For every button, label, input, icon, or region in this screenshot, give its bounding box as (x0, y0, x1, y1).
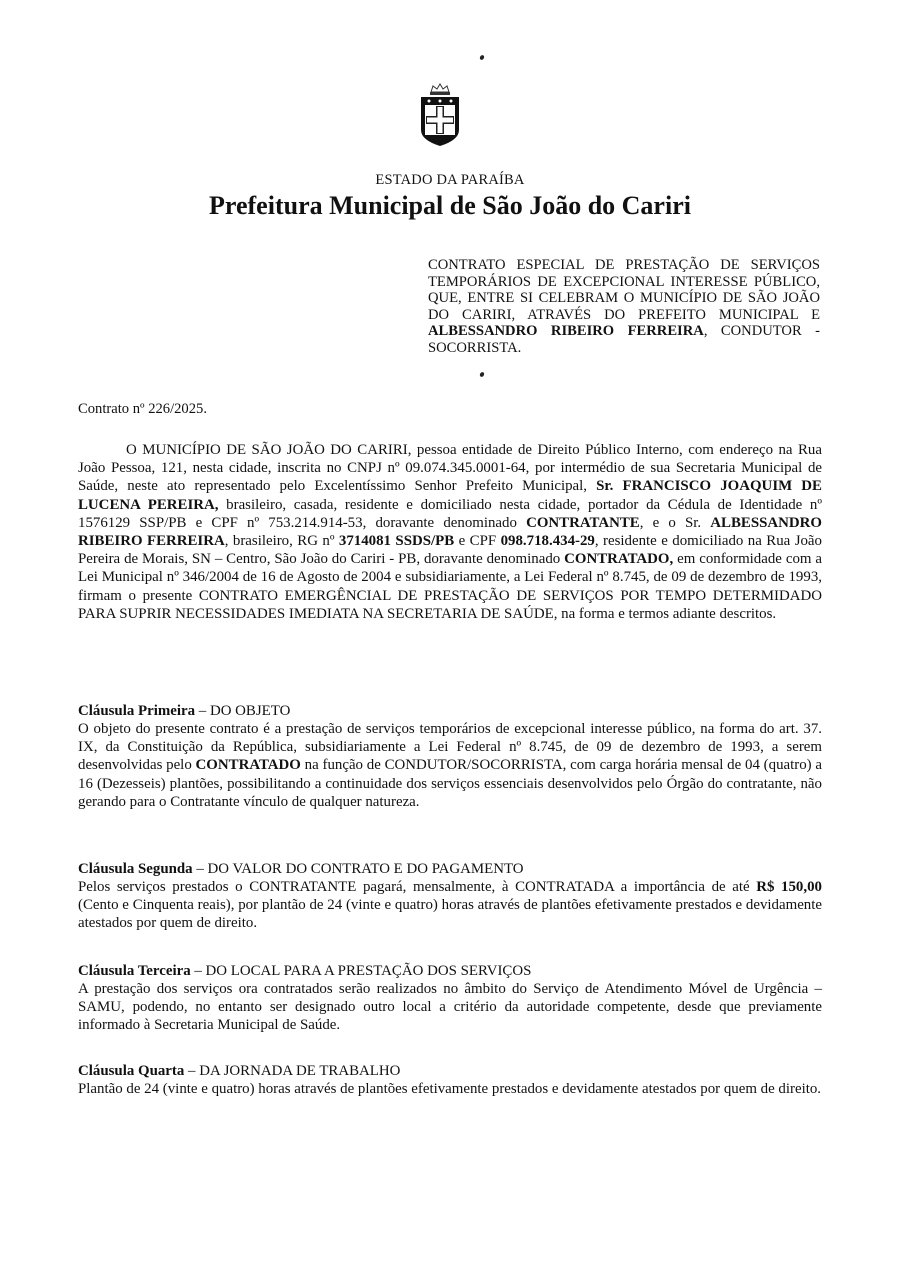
bold-text-segment: Cláusula Segunda (78, 861, 193, 877)
page-title: Prefeitura Municipal de São João do Cariri (209, 191, 691, 220)
clause-fourth-heading (78, 1062, 822, 1080)
text-segment: na função de CONDUTOR/SOCORRISTA, com carga horária mensal de 04 (quatro) a 16 (Dezesseis) plantões, possibilitando a continuidade dos serviços essenciais desenvolvidos pelo Órgão do contratante, não gerando para o Contratante vínculo de qualquer natureza. (78, 757, 822, 810)
text-segment: A prestação dos serviços ora contratados serão realizados no âmbito do Serviço de Atendimento Móvel de Urgência – SAMU, podendo, no entanto ser designado outro local a critério da autoridade competente, desde que previamente informado à Secretaria Municipal de Saúde. (78, 981, 822, 1034)
bold-text-segment: R$ 150,00 (756, 879, 822, 895)
bold-text-segment: Cláusula Primeira (78, 703, 196, 719)
bold-text-segment: Cláusula Terceira (78, 963, 191, 979)
contract-number: Contrato nº 226/2025. (78, 401, 207, 417)
clause-second-heading (78, 860, 822, 878)
bold-text-segment: CONTRATADO, (564, 551, 674, 568)
text-segment: brasileiro, casada, residente e domiciliado nesta cidade, portador da Cédula de Identidade nº 1576129 SSP/PB e CPF nº 753.214.914-53, doravante denominado (78, 496, 822, 531)
text-segment: , residente e domiciliado na Rua João Pereira de Morais, SN – Centro, São João do Cariri - PB, doravante denominado (78, 533, 822, 568)
preamble-paragraph (78, 441, 822, 623)
bold-text-segment: 3714081 SSDS/PB (338, 533, 455, 550)
clause-third-body (78, 980, 822, 1035)
bold-text-segment: CONTRATADO (195, 757, 301, 774)
text-segment: – DO OBJETO (195, 703, 291, 719)
text-segment: , CONDUTOR - SOCORRISTA. (428, 323, 820, 356)
text-segment: O MUNICÍPIO DE SÃO JOÃO DO CARIRI, pessoa entidade de Direito Público Interno, com endereço na Rua João Pessoa, 121, nesta cidade, inscrita no CNPJ nº 09.074.345.0001-64, por intermédio de sua Secretaria Municipal de Saúde, neste ato representado pelo Excelentíssimo Senhor Prefeito Municipal, (78, 442, 822, 495)
text-segment: – DA JORNADA DE TRABALHO (184, 1063, 401, 1079)
text-segment: CONTRATO ESPECIAL DE PRESTAÇÃO DE SERVIÇOS TEMPORÁRIOS DE EXCEPCIONAL INTERESSE PÚBLICO, QUE, ENTRE SI CELEBRAM O MUNICÍPIO DE SÃO JOÃO DO CARIRI, ATRAVÉS DO PREFEITO MUNICIPAL E (428, 257, 820, 323)
clause-second-body (78, 878, 822, 933)
text-segment: – DO LOCAL PARA A PRESTAÇÃO DOS SERVIÇOS (190, 963, 532, 979)
bold-text-segment: Sr. FRANCISCO JOAQUIM DE LUCENA PEREIRA, (78, 478, 822, 513)
text-segment: Plantão de 24 (vinte e quatro) horas através de plantões efetivamente prestados e devidamente atestados por quem de direito. (78, 1081, 822, 1097)
bold-text-segment: ALBESSANDRO RIBEIRO FERREIRA (78, 514, 822, 550)
municipal-coat-of-arms-logo (417, 80, 463, 148)
contract-summary (428, 257, 820, 357)
scan-speck (479, 371, 485, 377)
bold-text-segment: Cláusula Quarta (78, 1063, 185, 1079)
clause-first-heading (78, 702, 822, 720)
text-segment: e CPF (454, 533, 501, 550)
bold-text-segment: ALBESSANDRO RIBEIRO FERREIRA (428, 323, 704, 340)
text-segment: – DO VALOR DO CONTRATO E DO PAGAMENTO (192, 861, 524, 877)
text-segment: , brasileiro, RG nº (224, 533, 339, 550)
clause-first-body (78, 720, 822, 811)
bold-text-segment: CONTRATANTE (526, 514, 640, 531)
text-segment: , e o Sr. (639, 514, 711, 531)
clause-third-heading (78, 962, 822, 980)
text-segment: O objeto do presente contrato é a prestação de serviços temporários de excepcional interesse público, na forma do art. 37. IX, da Constituição da República, subsidiariamente a Lei Federal nº 8.745, de 09 de dezembro de 1993, a serem desenvolvidas pelo (78, 721, 822, 774)
clause-fourth-body (78, 1080, 822, 1098)
bold-text-segment: 098.718.434-29 (500, 533, 595, 550)
text-segment: em conformidade com a Lei Municipal nº 346/2004 de 16 de Agosto de 2004 e subsidiariamente, a Lei Federal nº 8.745, de 09 de dezembro de 1993, firmam o presente CONTRATO EMERGÊNCIAL DE PRESTAÇÃO DE SERVIÇOS POR TEMPO DETERMIDADO PARA SUPRIR NECESSIDADES IMEDIATA NA SECRETARIA DE SAÚDE, na forma e termos adiante descritos. (78, 551, 822, 622)
state-name: ESTADO DA PARAÍBA (375, 172, 525, 188)
text-segment: Pelos serviços prestados o CONTRATANTE pagará, mensalmente, à CONTRATADA a importância de até (78, 879, 757, 895)
scan-speck (479, 54, 485, 60)
text-segment: (Cento e Cinquenta reais), por plantão de 24 (vinte e quatro) horas através de plantões efetivamente prestados e devidamente atestados por quem de direito. (78, 897, 822, 932)
